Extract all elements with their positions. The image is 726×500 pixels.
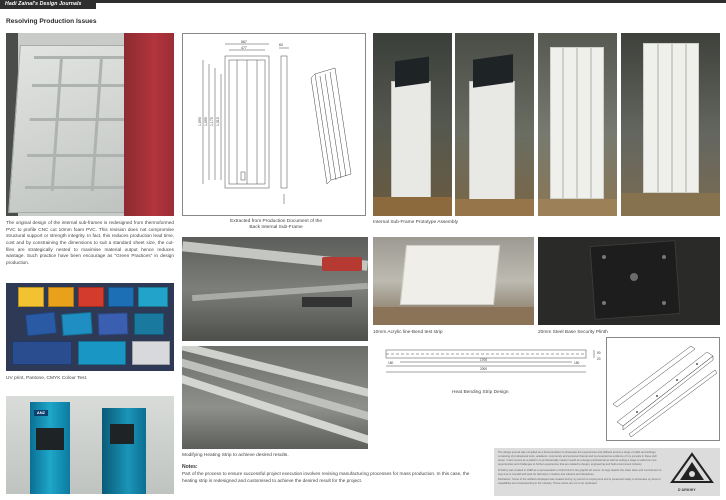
page-title: Resolving Production Issues (6, 18, 97, 25)
colour-test-photo (6, 283, 174, 371)
footer-brand: D'ARKHIY (678, 488, 696, 492)
heat-strip-svg (378, 340, 606, 386)
kiosk-body (391, 81, 431, 201)
strip-dim-length: 2000 (480, 367, 488, 371)
bending-photo-1 (182, 237, 368, 341)
notes-text: Part of the process to ensure successful project execution involves revising manufacturing processes for mass production. In this case, the heating strip is redesigned and customised to achieve the desired result for the project. (182, 471, 470, 483)
footer-paragraph-3: Disclaimer: Some of the artifacts displayed was created during my period of employment and is presented solely to showcase my level of capabilities and understanding in the industry. These works are not to be replicated. (498, 478, 661, 486)
drawing-caption: Extracted from Production Document of the Back Internal Sub-Frame (230, 219, 322, 231)
prototype-photo-3 (538, 33, 617, 216)
kiosk-screen (473, 54, 513, 88)
plinth-caption: 20mm Steel Base Security Plinth (538, 330, 608, 335)
dim-h3: 1,173 (210, 117, 214, 126)
prototype-photo-2 (455, 33, 534, 216)
footer-paragraph-1: The design journal was compiled as a documentation to showcase the experiences and skillsets across a range of skills and settings, consisting of professional work, academic, community and personal interest and is presented as evidence of my pursuits in these skill areas. It also serves as a platform to professionally market myself as a design professional as well as setting a stage to welcome new opportunities and challenges to further experiences that are related to design, engineering and built environment industry. (498, 451, 657, 466)
prototype-photo-1 (373, 33, 452, 216)
subframe-drawing-svg (183, 34, 367, 217)
kiosk-screen (36, 428, 64, 450)
strip-dim-gap: 20 (597, 357, 601, 361)
modifying-caption: Modifying Heating Strip to achieve desired results. (182, 453, 289, 458)
dim-depth: 60 (279, 43, 283, 47)
bending-photo-2 (182, 346, 368, 449)
kiosk-screen (110, 424, 134, 444)
prototype-photo-4 (621, 33, 720, 216)
footer-paragraph-2: D'Arkhiy was created in 1998 as a representation of hard bind in the graphic art scene. Its logo depicts the clean taste and commitment to stay true to oneself and seek for diversity in creative arts cultures and disciplines. (498, 468, 662, 476)
acrylic-strip-photo (373, 237, 534, 325)
heat-strip-isometric (606, 337, 720, 441)
subframe-photo (6, 33, 174, 216)
kiosk-side (102, 408, 146, 494)
strip-dim-height: 90 (597, 351, 601, 355)
dim-width-outer: 567 (241, 40, 247, 44)
header-rule (0, 0, 726, 3)
kiosk-body (469, 81, 515, 203)
notes-heading: Notes: (182, 464, 198, 470)
main-paragraph: The original design of the internal sub-frames is redesigned from thermoformed PVC to profile CNC cut 10mm foam PVC. This revision does not compromise structural support or strength integrity. In fact, this reduces production lead time, cost and by constraining the dimensions to suit a standard sheet size, the cut-files are strategically nested to maximise material output hence reduces wastage. Such practice have been encourage as "Green Practices" in design production. (6, 220, 174, 266)
dim-h2: 1,093 (204, 117, 208, 126)
heat-strip-iso-svg (607, 338, 721, 442)
strip-dim-right: 150 (574, 361, 580, 365)
plinth-photo (538, 237, 720, 325)
heat-strip-caption: Heat Bending Strip Design (452, 390, 509, 395)
anz-kiosk-photo (6, 396, 174, 494)
dim-h1: 1,093 (198, 117, 202, 126)
acrylic-caption: 10mm Acrylic line-Bend test strip (373, 330, 443, 335)
red-frame-edge (124, 33, 174, 216)
footer-text (498, 451, 662, 486)
heat-strip-drawing (378, 340, 606, 386)
production-drawing (182, 33, 366, 216)
dim-width-inner: 477 (241, 46, 247, 50)
darkhiy-logo-icon (668, 452, 716, 486)
anz-logo: ANZ (34, 410, 48, 416)
colour-test-caption: UV print, Pantone, CMYK Colour Test. (6, 376, 88, 381)
journal-title: Hadi Zainal's Design Journals (5, 1, 82, 7)
strip-dim-left: 150 (388, 361, 394, 365)
strip-dim-inner: 1700 (480, 358, 488, 362)
prototype-caption: Internal Sub-Frame Prototype Assembly (373, 220, 459, 225)
dim-h4: 1,313 (216, 117, 220, 126)
kiosk-screen (395, 57, 429, 88)
